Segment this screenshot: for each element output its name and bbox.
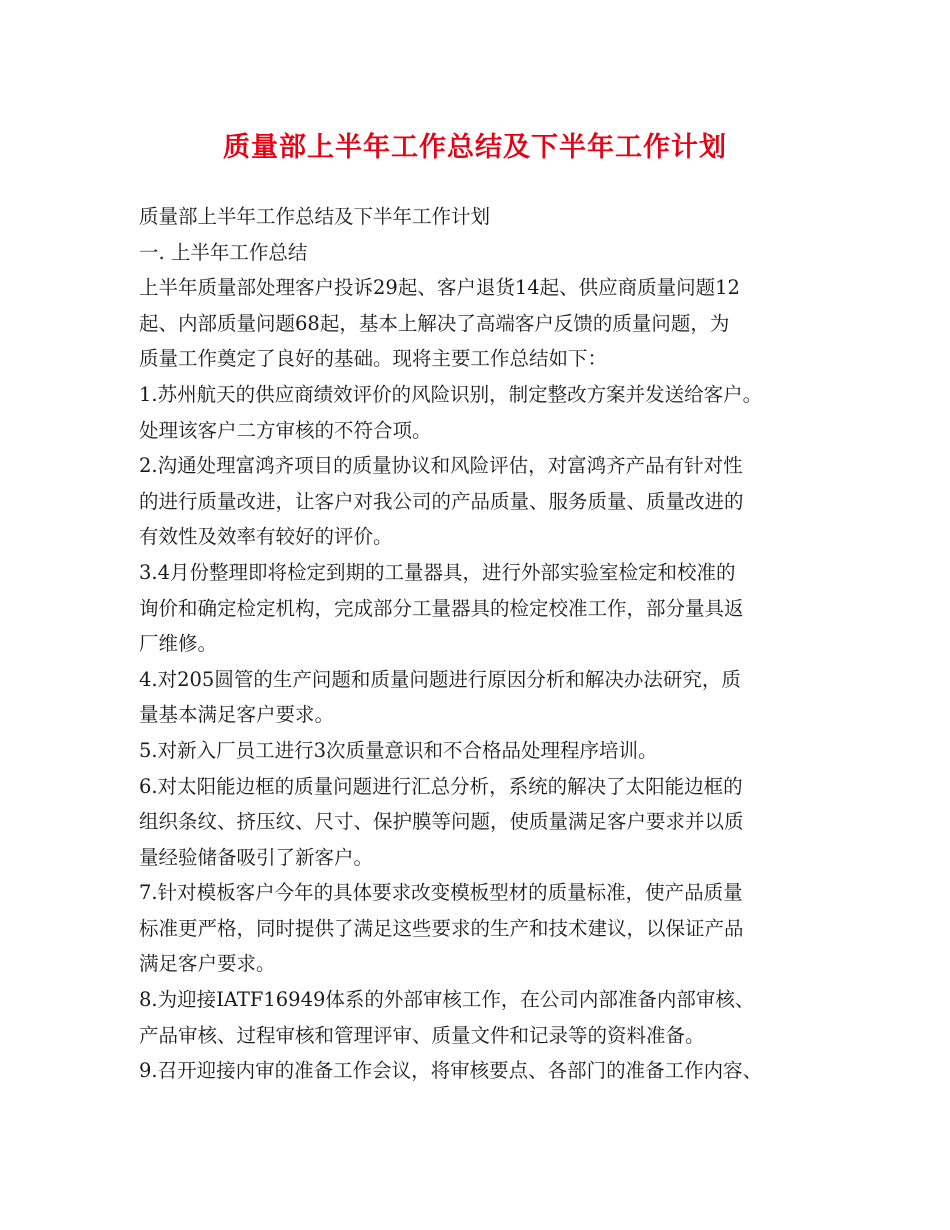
document-body <box>139 199 824 1089</box>
list-item-line: 的进行质量改进，让客户对我公司的产品质量、服务质量、质量改进的 <box>139 489 744 513</box>
list-item-line: 产品审核、过程审核和管理评审、质量文件和记录等的资料准备。 <box>139 1023 705 1047</box>
document-title: 质量部上半年工作总结及下半年工作计划 <box>223 132 727 163</box>
subtitle-line: 质量部上半年工作总结及下半年工作计划 <box>139 205 491 228</box>
list-item-line: 组织条纹、挤压纹、尺寸、保护膜等问题，使质量满足客户要求并以质 <box>139 810 744 834</box>
list-item-line: 5.对新入厂员工进行3次质量意识和不合格品处理程序培训。 <box>139 738 658 762</box>
list-item-line: 7.针对模板客户今年的具体要求改变模板型材的质量标准，使产品质量 <box>139 881 743 905</box>
list-item-line: 4.对205圆管的生产问题和质量问题进行原因分析和解决办法研究，质 <box>139 667 741 691</box>
list-item-line: 满足客户要求。 <box>139 952 276 976</box>
list-item-line: 处理该客户二方审核的不符合项。 <box>139 418 432 442</box>
section-heading: 一. 上半年工作总结 <box>139 240 308 264</box>
paragraph-line: 起、内部质量问题68起，基本上解决了高端客户反馈的质量问题，为 <box>139 311 730 335</box>
list-item-line: 8.为迎接IATF16949体系的外部审核工作，在公司内部准备内部审核、 <box>139 988 755 1012</box>
list-item-line: 量基本满足客户要求。 <box>139 703 335 727</box>
list-item-line: 标准更严格，同时提供了满足这些要求的生产和技术建议，以保证产品 <box>139 916 744 940</box>
list-item-line: 量经验储备吸引了新客户。 <box>139 845 374 869</box>
list-item-line: 6.对太阳能边框的质量问题进行汇总分析，系统的解决了太阳能边框的 <box>139 774 743 798</box>
list-item-line: 有效性及效率有较好的评价。 <box>139 525 393 549</box>
list-item-line: 9.召开迎接内审的准备工作会议，将审核要点、各部门的准备工作内容、 <box>139 1059 763 1083</box>
paragraph-line: 质量工作奠定了良好的基础。现将主要工作总结如下： <box>139 347 608 371</box>
list-item-line: 2.沟通处理富鸿齐项目的质量协议和风险评估，对富鸿齐产品有针对性 <box>139 454 743 478</box>
list-item-line: 厂维修。 <box>139 632 218 656</box>
list-item-line: 1.苏州航天的供应商绩效评价的风险识别，制定整改方案并发送给客户。 <box>139 382 763 406</box>
list-item-line: 3.4月份整理即将检定到期的工量器具，进行外部实验室检定和校准的 <box>139 560 736 584</box>
list-item-line: 询价和确定检定机构，完成部分工量器具的检定校准工作，部分量具返 <box>139 596 744 620</box>
paragraph-line: 上半年质量部处理客户投诉29起、客户退货14起、供应商质量问题12 <box>139 276 740 300</box>
